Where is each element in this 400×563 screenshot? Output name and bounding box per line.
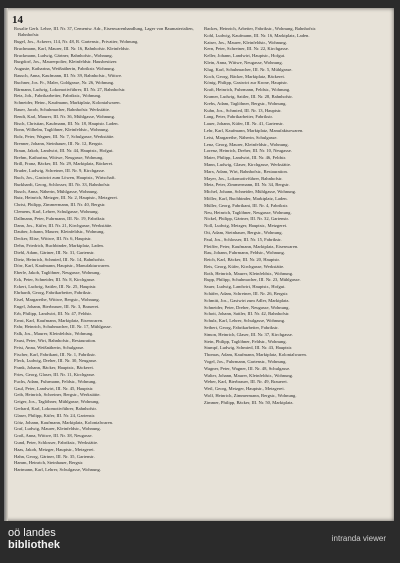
directory-entry: Keller, Johann, Landwirt, Hauptstr., Hofgut. [204,53,286,59]
directory-entry: Gerhard, Karl, Lokomotivführer, Bahnhofstr. [14,406,97,412]
directory-entry: Bonn, Wilhelm, Taglöhner, Kleinfeldstr., Wohnung. [14,127,109,133]
directory-entry: Haas, Jakob, Metzger, Hauptstr., Metzgerei. [14,446,95,452]
directory-entry: Gaul, Peter, Landwirt, III. Nr. 45, Hauptstr. [14,385,94,391]
directory-entry: Kohl, Ludwig, Kaufmann, III. Nr. 16, Marktplatz, Laden. [204,32,310,38]
directory-entry: Kaiser, Jos., Maurer, Kleinfeldstr., Wohnung. [204,39,287,45]
directory-entry: Backes, Heinrich, Arbeiter, Fabrikstr., Wohnung, Bahnhofstr. [204,26,317,31]
directory-entry: Engel, Johann, Bierbrauer, III. Nr. 3, Brauerei. [14,304,100,310]
directory-entry: Seibert, Georg, Fabrikarbeiter, Fabrikstr. [204,325,279,331]
directory-entry: Busch, Anna, Näherin, Mühlgasse, Wohnung. [14,188,98,194]
directory-entry: Lang, Peter, Fabrikarbeiter, Fabrikstr. [204,114,273,120]
directory-entry: Simon, Heinrich, Glaser, III. Nr. 37, Kirchgasse. [204,331,293,337]
directory-entry: Walter, Johann, Maurer, Kleinfeldstr., Wohnung. [204,372,294,378]
directory-entry: Wagner, Peter, Wagner, III. Nr. 48, Schulgasse. [204,365,291,371]
directory-entry: Graf, Ludwig, Maurer, Kleinfeldstr., Wohnung. [14,426,101,432]
directory-entry: Hahn, Georg, Gärtner, III. Nr. 35, Gartenstr. [14,453,95,459]
directory-entry: Eck, Peter, Schneider, III. Nr. 8, Kirchgasse. [14,276,96,282]
directory-entry: Brehm, Katharina, Wittwe, Neugasse, Wohnung. [14,154,104,160]
directory-entry: Geib, Heinrich, Schreiner, Bergstr., Werkstätte. [14,392,101,398]
directory-entry: Rupp, Philipp, Schuhmacher, III. Nr. 23, Mühlgasse. [204,277,301,283]
directory-entry: Ehrhardt, Georg, Fabrikarbeiter, Fabrikstr. [14,290,92,296]
right-column [204,26,387,516]
directory-entry: Kern, Peter, Schreiner, III. Nr. 22, Kirchgasse. [204,46,289,52]
directory-entry: Noll, Ludwig, Metzger, Hauptstr., Metzgerei. [204,223,288,229]
directory-entry: Diehl, Adam, Gärtner, III. Nr. 31, Gartenstr. [14,249,95,255]
logo-line-2: bibliothek [8,539,60,551]
directory-entry: Dallmann, Peter, Fuhrmann, III. Nr. 19, Fabrikstr. [14,215,106,221]
directory-entry: Hartmann, Karl, Lehrer, Schulgasse, Wohnung. [14,467,102,473]
directory-entry: Bendt, Karl, Maurer, III. Nr. 36, Mühlgasse, Wohnung. [14,113,116,119]
directory-entry: Gund, Peter, Schlosser, Fabrikstr., Werkstätte. [14,440,99,446]
directory-entry: Vogel, Jos., Fuhrmann, Gartenstr., Wohnung. [204,359,287,365]
scanned-page [4,8,394,521]
directory-entry: Bruchmann, Karl, Maurer, III. Nr. 16, Bahnhofstr. Kleinfeldstr. [14,45,130,51]
directory-entry: Fahr, Heinrich, Schuhmacher, III. Nr. 17, Mühlgasse. [14,324,112,330]
directory-entry: Buchner, Jos. Fr., Maler, Goldgasse, Nr. 26, Wohnung. [14,79,115,85]
directory-entry: Dann, Jos., Küfer, III. Nr. 21, Kirchgasse, Werkstätte. [14,222,113,228]
directory-entry: Rau, Johann, Fuhrmann, Feldstr., Wohnung. [204,250,285,256]
directory-entry: Frank, Johann, Bäcker, Hauptstr., Bäckerei. [14,365,94,371]
directory-entry: Müller, Georg, Fabrikant, III. Nr. 4, Fabrikstr. [204,202,289,208]
directory-entry: Nickel, Philipp, Gärtner, III. Nr. 32, Gartenstr. [204,216,289,222]
directory-entry: Lorenz, Heinrich, Dreher, III. Nr. 10, Neugasse. [204,148,292,154]
directory-entry: Paul, Jos., Schlosser, III. Nr. 15, Fabrikstr. [204,236,282,242]
left-column [14,26,197,516]
viewer-label: intranda viewer [331,534,386,543]
directory-entry: Kraft, Heinrich, Fuhrmann, Feldstr., Wohnung. [204,87,291,93]
directory-entry: Klein, Anna, Wittwe, Neugasse, Wohnung. [204,59,283,65]
directory-entry: Schneider, Heinr., Kaufmann, Marktplatz, Kolonialwaren. [14,100,121,106]
directory-entry: Mayer, Jos., Lokomotivführer, Bahnhofstr. [204,175,283,181]
directory-entry: Ott, Adam, Steinhauer, Bergstr., Wohnung. [204,229,283,235]
directory-entry: Rosalie Gerh. Lehre, III. Nr. 37, Cementw. Adr., Eisenwarenhandlung, Lager von Baumaterialien, Bahnhofstr. [14,26,194,38]
directory-entry: Falk, Jos., Maurer, Kleinfeldstr., Wohnung. [14,331,94,337]
directory-entry: Pfeiffer, Peter, Kaufmann, Marktplatz, Eisenwaren. [204,243,299,249]
directory-entry: Koch, Georg, Bäcker, Marktplatz, Bäckerei. [204,73,285,79]
directory-entry: Reis, Georg, Küfer, Kirchgasse, Werkstätte. [204,263,285,269]
directory-entry: Eckert, Ludwig, Sattler, III. Nr. 25, Hauptstr. [14,283,97,289]
directory-entry: Hamm, Heinrich, Steinhauer, Bergstr. [14,460,84,466]
directory-entry: Wolf, Heinrich, Zimmermann, Bergstr., Wohnung. [204,393,297,399]
directory-entry: Lenz, Georg, Maurer, Kleinfeldstr., Wohnung. [204,141,289,147]
directory-entry: Brill, Franz, Bäcker, III. Nr. 29, Marktplatz, Bäckerei. [14,161,114,167]
directory-entry: Marx, Adam, Wirt, Bahnhofstr., Restauration. [204,168,288,174]
directory-entry: Zimmer, Philipp, Bäcker, III. Nr. 50, Marktplatz. [204,399,294,405]
directory-entry: Roth, Heinrich, Maurer, Kleinfeldstr., Wohnung. [204,270,294,276]
directory-entry: Dehn, Friedrich, Buchbinder, Marktplatz, Laden. [14,242,105,248]
directory-entry: Bausch, Anna, Kaufmann, III. Nr. 39, Bahnhofstr., Wittwe. [14,72,123,78]
directory-entry: Bolz, Peter, Wagner, III. Nr. 7, Schulgasse, Werkstätte. [14,134,115,140]
page-gutter [4,8,8,521]
directory-entry: Schmitt, Jos., Gastwirt zum Adler, Marktplatz. [204,297,290,303]
directory-entry: Sauer, Ludwig, Landwirt, Hauptstr., Hofgut. [204,284,286,290]
logo-line-1: oö landes [8,527,56,539]
directory-entry: Fleck, Ludwig, Dreher, III. Nr. 30, Neugasse. [14,358,98,364]
directory-entry: Christ, Philipp, Zimmermann, III. Nr. 40, Bergstr. [14,202,106,208]
directory-entry: Feist, Anna, Weißnäherin, Schulgasse. [14,344,85,350]
directory-entry: Lauer, Johann, Küfer, III. Nr. 41, Gartenstr. [204,121,284,127]
directory-entry: Groß, Anna, Wittwe, III. Nr. 38, Neugasse. [14,433,93,439]
directory-entry: Weil, Georg, Metzger, Hauptstr., Metzgerei. [204,386,285,392]
directory-entry: Braun, Jakob, Landwirt, III. Nr. 44, Hauptstr., Hofgut. [14,147,114,153]
directory-entry: Schulz, Karl, Lehrer, Schulgasse, Wohnung. [204,318,286,324]
directory-entry: Bugel, Jos., Ackerer, 114, Nr. 48, R. Gartenstr., Privatier, Wohnung. [14,39,139,44]
directory-entry: Fries, Georg, Glaser, III. Nr. 11, Kirchgasse. [14,372,96,378]
directory-entry: Schott, Johann, Sattler, III. Nr. 42, Bahnhofstr. [204,311,290,317]
directory-entry: Bauer, Jacob, Schuhmacher, Bahnhofstr. Werkstätte. [14,106,111,112]
directory-entry: Leist, Margarethe, Näherin, Schulgasse. [204,134,278,140]
page-number: 14 [12,14,23,26]
directory-entry: Maier, Philipp, Landwirt, III. Nr. 46, Feldstr. [204,155,287,161]
directory-entry: Geiger, Jos., Taglöhner, Mühlgasse, Wohnung. [14,399,100,405]
directory-entry: Betz, Joh., Fabrikarbeiter, Fabrikstr., Wohnung. [14,93,102,99]
directory-entry: Dörr, Karl, Kaufmann, Hauptstr., Manufakturwaren. [14,263,110,269]
directory-entry: Kramer, Ludwig, Sattler, III. Nr. 28, Bahnhofstr. [204,93,293,99]
directory-entry: Glaser, Philipp, Küfer, III. Nr. 24, Gartenstr. [14,412,96,418]
directory-entry: Bisch, Christian, Kaufmann, III. Nr. 18, Hauptstr. Laden. [14,120,119,126]
directory-entry: Buch, Jos., Gastwirt zum Löwen, Hauptstr., Wirtschaft. [14,174,116,180]
directory-entry: Dauber, Johann, Maurer, Kleinfeldstr., Wohnung. [14,229,105,235]
directory-entry: Brenner, Johann, Steinhauer, III. Nr. 12, Bergstr. [14,140,103,146]
directory-entry: Dietz, Heinrich, Schmied, III. Nr. 14, Bahnhofstr. [14,256,105,262]
directory-entry: Weber, Karl, Bierbrauer, III. Nr. 49, Brauerei. [204,379,288,385]
directory-entry: Fuchs, Adam, Fuhrmann, Feldstr., Wohnung. [14,378,97,384]
directory-entry: Lehr, Karl, Kaufmann, Marktplatz, Manufakturwaren. [204,127,304,133]
directory-entry: Burgdorf, Jos., Maurerpolier, Kleinfeldstr. Hausbesitzer. [14,59,118,65]
directory-entry: Schneider, Peter, Dreher, Neugasse, Wohnung. [204,304,290,310]
directory-entry: Thomas, Adam, Kaufmann, Marktplatz, Kolonialwaren. [204,352,307,358]
directory-entry: Butz, Heinrich, Metzger, III. Nr. 2, Hauptstr., Metzgerei. [14,195,118,201]
directory-entry: Auguste, Katharina, Weißnäherin, Fabrikstr. Wohnung. [14,66,116,72]
directory-entry: Michel, Johann, Schneider, Mühlgasse, Wohnung. [204,189,297,195]
directory-entry: Bruder, Ludwig, Schreiner, III. Nr. 9, Kirchgasse. [14,168,106,174]
directory-entry: Klug, Karl, Schuhmacher, III. Nr. 5, Mühlgasse. [204,66,293,72]
directory-entry: Götz, Johann, Kaufmann, Marktplatz, Kolonialwaren. [14,419,114,425]
directory-entry: Neu, Heinrich, Taglöhner, Neugasse, Wohnung. [204,209,292,215]
directory-entry: Fischer, Karl, Fabrikant, III. Nr. 1, Fabrikstr. [14,351,96,357]
directory-entry: Faust, Peter, Wirt, Bahnhofstr., Restauration. [14,338,97,344]
directory-entry: Schäfer, Adam, Schreiner, III. Nr. 26, Bergstr. [204,291,289,297]
directory-entry: Erb, Philipp, Landwirt, III. Nr. 47, Feldstr. [14,310,92,316]
viewer-footer [0,521,400,563]
directory-entry: Eberle, Jakob, Taglöhner, Neugasse, Wohnung. [14,270,101,276]
directory-entry: Decker, Elise, Wittwe, III. Nr. 6, Hauptstr. [14,236,92,242]
directory-entry: Stein, Philipp, Taglöhner, Feldstr., Wohnung. [204,338,287,344]
directory-entry: Mann, Ludwig, Glaser, Kirchgasse, Werkstätte. [204,161,292,167]
library-logo[interactable] [8,527,60,551]
directory-entry: Krebs, Adam, Taglöhner, Bergstr., Wohnung. [204,100,287,106]
directory-entry: Clemens, Karl, Lehrer, Schulgasse, Wohnung. [14,208,99,214]
directory-entry: Bärmann, Ludwig, Lokomotivführer, III. Nr. 27, Bahnhofstr. [14,86,126,92]
directory-entry: Metz, Peter, Zimmermann, III. Nr. 34, Bergstr. [204,182,290,188]
directory-entry: Kuhn, Jos., Schmied, III. Nr. 13, Hauptstr. [204,107,282,113]
directory-entry: Eisel, Margarethe, Wittwe, Bergstr., Wohnung. [14,297,100,303]
directory-entry: König, Philipp, Gastwirt zur Krone, Hauptstr. [204,80,288,86]
directory-entry: Bruckmann, Ludwig, Gärtner, Bahnhofstr., Wohnung. [14,52,113,58]
directory-entry: Burkhardt, Georg, Schlosser, III. Nr. 33, Bahnhofstr. [14,181,111,187]
directory-entry: Möller, Karl, Buchbinder, Marktplatz, Laden. [204,195,288,201]
directory-entry: Stumpf, Ludwig, Schmied, III. Nr. 43, Hauptstr. [204,345,293,351]
directory-entry: Reich, Karl, Bäcker, III. Nr. 20, Hauptstr. [204,257,280,263]
directory-entry: Ernst, Karl, Kaufmann, Marktplatz, Eisenwaren. [14,317,104,323]
